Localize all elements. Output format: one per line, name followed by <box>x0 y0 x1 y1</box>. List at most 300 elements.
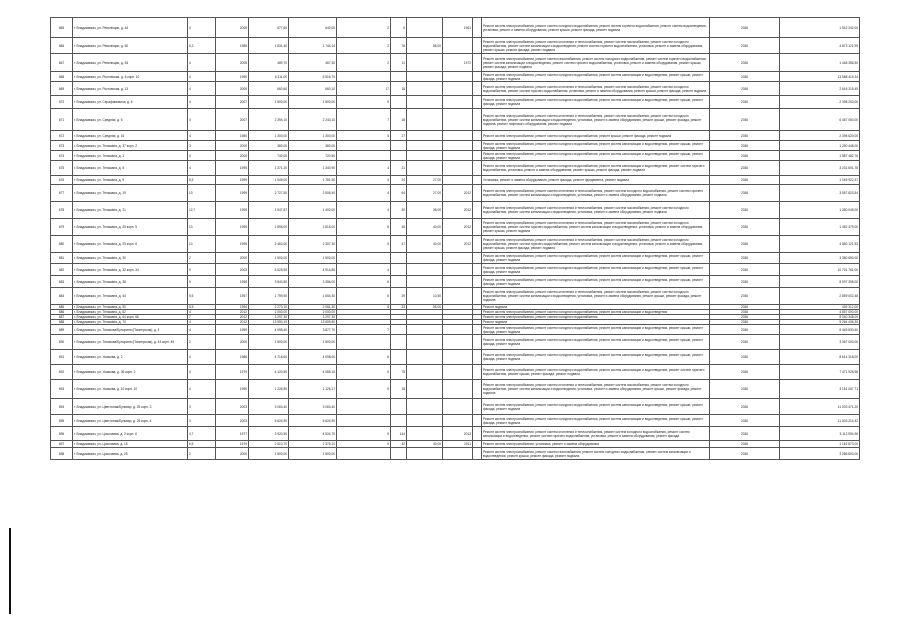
works-cell: Ремонт систем электроснабжения, ремонт систем холодного водоснабжения, ремонт систем канализации и водоотведения, ремонт крыши, ремонт фасада, ремонт подвала <box>482 415 710 427</box>
plan-year-cell: 2036 <box>710 315 780 320</box>
address-cell: г. Владикавказ, ул. Тельмана, д. 44 <box>73 288 188 305</box>
extra-cell: 27,00 <box>407 185 443 202</box>
entrances-cell: 4 <box>337 161 391 176</box>
register-sheet <box>50 17 859 460</box>
year-repair-cell: 2012 <box>443 185 473 202</box>
year-cell: 1994 <box>216 305 249 310</box>
row-number: 672 <box>51 131 73 141</box>
residents-cell: 6 <box>391 18 407 38</box>
spacer-cell <box>473 82 482 96</box>
residents-cell <box>391 335 407 350</box>
total-area-cell: 5 525,90 <box>249 264 289 276</box>
spacer-cell <box>473 380 482 399</box>
cost-cell: 8 040 348,00 <box>780 315 860 320</box>
address-cell: г. Владикавказ, ул. Тиникова/Бутырина (Пионерская), д. 43 корп. 45 <box>73 335 188 350</box>
plan-year-cell: 2036 <box>710 320 780 325</box>
works-cell: Ремонт систем электроснабжения, ремонт систем отопления и теплоснабжения, ремонт систем газоснабжения, ремонт систем холодного водоснабжения, ремонт систем канализации и водоотведения, установка, ремонт и замена оборудования, ремонт подвала <box>482 202 710 219</box>
cost-cell: 1 448 356,50 <box>780 54 860 72</box>
plan-year-cell: 2036 <box>710 350 780 365</box>
year-repair-cell <box>443 415 473 427</box>
residents-cell: 144 <box>391 427 407 441</box>
works-cell: Ремонт систем электроснабжения, ремонт систем холодного водоснабжения, ремонт систем канализации и водоотведения, ремонт систем горячего водоснабжения, установка, ремонт и замена оборудования, ремонт крыши, ремонт фасада, ремонт подвала <box>482 161 710 176</box>
table-row <box>51 109 860 131</box>
residents-cell: 24 <box>391 176 407 185</box>
table-row <box>51 264 860 276</box>
total-area-cell: 6 211,00 <box>249 72 289 82</box>
extra-cell <box>407 161 443 176</box>
residents-cell: 18 <box>391 82 407 96</box>
floors-cell: 4 <box>188 365 216 380</box>
row-number: 677 <box>51 185 73 202</box>
living-area-cell: 2 506,40 <box>289 185 337 202</box>
spacer-cell <box>473 325 482 335</box>
table-row <box>51 72 860 82</box>
year-repair-cell <box>443 151 473 161</box>
floors-cell: 4 <box>188 72 216 82</box>
living-area-cell: 640,00 <box>289 18 337 38</box>
row-number: 692 <box>51 365 73 380</box>
year-repair-cell <box>443 380 473 399</box>
residents-cell: 29 <box>391 288 407 305</box>
floors-cell: 4 <box>188 325 216 335</box>
residents-cell <box>391 399 407 415</box>
plan-year-cell: 2036 <box>710 236 780 253</box>
total-area-cell: 1 799,50 <box>249 288 289 305</box>
entrances-cell <box>337 151 391 161</box>
floors-cell: 4 <box>188 109 216 131</box>
table-row <box>51 131 860 141</box>
table-row <box>51 441 860 448</box>
plan-year-cell: 2036 <box>710 325 780 335</box>
year-cell: 1995 <box>216 236 249 253</box>
year-cell: 1957 <box>216 288 249 305</box>
year-repair-cell <box>443 141 473 151</box>
living-area-cell: 660,10 <box>289 82 337 96</box>
address-cell: г. Владикавказ, ул. Цоколаева, д. 25 <box>73 448 188 460</box>
residents-cell <box>391 448 407 460</box>
works-cell: Ремонт систем электроснабжения, ремонт систем холодного водоснабжения, ремонт систем канализации и водоотведения, ремонт крыши, ремонт фасада, ремонт подвала <box>482 335 710 350</box>
entrances-cell: 2 <box>337 38 391 54</box>
living-area-cell: 1 402,00 <box>289 202 337 219</box>
entrances-cell <box>337 415 391 427</box>
works-cell: Ремонт систем электроснабжения, ремонт систем холодного водоснабжения, ремонт систем канализации и водоотведения, ремонт крыши, ремонт фасада, ремонт подвала <box>482 72 710 82</box>
floors-cell: 5,5 <box>188 288 216 305</box>
cost-cell: 4 857 000,00 <box>780 310 860 315</box>
row-number: 673 <box>51 141 73 151</box>
total-area-cell: 2 510,70 <box>249 441 289 448</box>
living-area-cell: 467,30 <box>289 54 337 72</box>
year-cell: 2000 <box>216 448 249 460</box>
extra-cell <box>407 325 443 335</box>
year-cell: 1959 <box>216 325 249 335</box>
living-area-cell: 2 307,30 <box>289 236 337 253</box>
year-cell: 2000 <box>216 335 249 350</box>
plan-year-cell: 2036 <box>710 335 780 350</box>
row-number: 687 <box>51 315 73 320</box>
living-area-cell: 2 000,00 <box>289 310 337 315</box>
address-cell: г. Владикавказ, ул. Средняя, д. 6 <box>73 109 188 131</box>
address-cell: г. Владикавказ, ул. Тельмана, д. 62 <box>73 310 188 315</box>
living-area-cell: 2 240,10 <box>289 109 337 131</box>
floors-cell: 4 <box>188 54 216 72</box>
entrances-cell: 7 <box>337 325 391 335</box>
plan-year-cell: 2036 <box>710 305 780 310</box>
address-cell: г. Владикавказ, ул. Тельмана, д. 9 <box>73 176 188 185</box>
address-cell: г. Владикавказ, ул. Серафимовича, д. 6 <box>73 96 188 109</box>
year-cell: 2000 <box>216 151 249 161</box>
row-number: 676 <box>51 176 73 185</box>
spacer-cell <box>473 219 482 236</box>
address-cell: г. Владикавказ, ул. Тельмана, д. 38 <box>73 276 188 288</box>
works-cell: Ремонт систем электроснабжения, ремонт систем холодного водоснабжения, ремонт систем канализации и водоотведения, ремонт крыши, ремонт фасада, ремонт подвала <box>482 350 710 365</box>
floors-cell: 4 <box>188 96 216 109</box>
living-area-cell: 1 500,00 <box>289 96 337 109</box>
plan-year-cell: 2036 <box>710 427 780 441</box>
total-area-cell: 1 300,00 <box>249 131 289 141</box>
row-number: 686 <box>51 310 73 315</box>
year-repair-cell <box>443 176 473 185</box>
row-number: 698 <box>51 448 73 460</box>
total-area-cell: 740,00 <box>249 151 289 161</box>
year-cell: 1999 <box>216 185 249 202</box>
works-cell: Ремонт систем электроснабжения, ремонт систем отопления и теплоснабжения, ремонт систем газоснабжения, ремонт систем холодного водоснабжения, ремонт систем канализации и водоотведения, установка, ремонт и замена оборудования, ремонт крыши, ремонт фасада, ремонт подвала <box>482 380 710 399</box>
entrances-cell: 5 <box>337 96 391 109</box>
total-area-cell: 1 500,00 <box>249 253 289 264</box>
row-number: 668 <box>51 72 73 82</box>
residents-cell: 21 <box>391 161 407 176</box>
table-row <box>51 38 860 54</box>
year-repair-cell <box>443 448 473 460</box>
works-cell: Ремонт систем электроснабжения, ремонт систем газоснабжения, ремонт систем холодного водоснабжения, ремонт систем горячего водоснабжения, ремонт систем канализации и водоотведения, ремонт систем горячего водоснабжения, установка, ремонт и замена оборудования, ремонт крыши, ремонт фасада, ремонт подвала <box>482 54 710 72</box>
total-area-cell: 2 000,00 <box>249 310 289 315</box>
floors-cell: 4 <box>188 380 216 399</box>
address-cell: г. Владикавказ, ул. Тельмана, д. 25 корп. 5 <box>73 219 188 236</box>
floors-cell: 4 <box>188 131 216 141</box>
works-cell: Ремонт систем электроснабжения, ремонт систем холодного водоснабжения, ремонт систем канализации и водоотведения, ремонт крыши, ремонт фасада, ремонт подвала <box>482 151 710 161</box>
spacer-cell <box>473 202 482 219</box>
works-cell: Ремонт систем электроснабжения, ремонт систем отопления и теплоснабжения, ремонт систем газоснабжения, ремонт систем холодного водоснабжения, ремонт систем канализации и водоотведения, установка, ремонт и замена оборудования, ремонт крыши, ремонт фасада, ремонт подвала, ремонт лифтового оборудования, ремонт подвала <box>482 109 710 131</box>
table-row <box>51 151 860 161</box>
address-cell: г. Владикавказ, ул. Тельмана, д. 25 корп. 6 <box>73 236 188 253</box>
address-cell: г. Владикавказ, ул. Цветочная/Бульвар, д. 25 корп. 3 <box>73 399 188 415</box>
floors-cell: 2 <box>188 448 216 460</box>
residents-cell: 47 <box>391 236 407 253</box>
spacer-cell <box>473 365 482 380</box>
residents-cell <box>391 350 407 365</box>
cost-cell: 7 471 928,98 <box>780 365 860 380</box>
table-row <box>51 236 860 253</box>
living-area-cell: 3 877,70 <box>289 325 337 335</box>
spacer-cell <box>473 427 482 441</box>
works-cell: Ремонт систем электроснабжения, ремонт систем холодного водоснабжения, ремонт систем канализации и водоотведения <box>482 310 710 315</box>
spacer-cell <box>473 399 482 415</box>
plan-year-cell: 2036 <box>710 161 780 176</box>
cost-cell: 1 452 379,00 <box>780 219 860 236</box>
row-number: 667 <box>51 54 73 72</box>
total-area-cell: 1 895,00 <box>249 219 289 236</box>
table-row <box>51 54 860 72</box>
row-number: 669 <box>51 82 73 96</box>
plan-year-cell: 2036 <box>710 18 780 38</box>
entrances-cell: 6 <box>337 350 391 365</box>
spacer-cell <box>473 335 482 350</box>
floors-cell: 5,5 <box>188 176 216 185</box>
table-row <box>51 96 860 109</box>
entrances-cell: 6 <box>337 288 391 305</box>
residents-cell: 11 <box>391 54 407 72</box>
entrances-cell: 6 <box>337 276 391 288</box>
floors-cell: 4 <box>188 310 216 315</box>
row-number: 691 <box>51 350 73 365</box>
row-number: 666 <box>51 38 73 54</box>
entrances-cell <box>337 141 391 151</box>
plan-year-cell: 2036 <box>710 253 780 264</box>
total-area-cell: 5 624,50 <box>249 415 289 427</box>
works-cell: Ремонт систем электроснабжения, ремонт систем холодного водоснабжения <box>482 315 710 320</box>
year-repair-cell <box>443 131 473 141</box>
year-cell: 2007 <box>216 109 249 131</box>
works-cell: Ремонт систем электроснабжения, ремонт систем отопления и теплоснабжения, ремонт систем холодного водоснабжения, ремонт систем канализации и водоотведения, ремонт систем горячего водоснабжения, установка, ремонт и замена оборудования, ремонт фасада <box>482 427 710 441</box>
year-cell: 2005 <box>216 54 249 72</box>
entrances-cell: 2 <box>337 54 391 72</box>
extra-cell: 88,00 <box>407 38 443 54</box>
address-cell: г. Владикавказ, ул. Тельмана, д. 32 корп. 34 <box>73 264 188 276</box>
cost-cell: 4 850 121,53 <box>780 236 860 253</box>
row-number: 690 <box>51 335 73 350</box>
extra-cell <box>407 427 443 441</box>
year-repair-cell: 1972 <box>443 54 473 72</box>
cost-cell: 8 097 398,00 <box>780 276 860 288</box>
address-cell: г. Владикавказ, ул. Цветочная/Бульвар, д. 25 корп. 4 <box>73 415 188 427</box>
living-area-cell: 2 375,10 <box>289 441 337 448</box>
year-repair-cell <box>443 72 473 82</box>
entrances-cell: 5 <box>337 236 391 253</box>
residents-cell <box>391 72 407 82</box>
total-area-cell: 1 500,00 <box>249 448 289 460</box>
plan-year-cell: 2036 <box>710 441 780 448</box>
extra-cell <box>407 141 443 151</box>
address-cell: г. Владикавказ, ул. Ушакова, д. 36 корп. 2 <box>73 365 188 380</box>
floors-cell: 3 <box>188 399 216 415</box>
residents-cell: 30 <box>391 202 407 219</box>
spacer-cell <box>473 350 482 365</box>
living-area-cell: 1 781,90 <box>289 176 337 185</box>
row-number: 684 <box>51 288 73 305</box>
cost-cell: 3 380 650,00 <box>780 253 860 264</box>
row-number: 688 <box>51 320 73 325</box>
table-row <box>51 448 860 460</box>
floors-cell: 5,5 <box>188 305 216 310</box>
cost-cell: 2 859 002,48 <box>780 288 860 305</box>
year-repair-cell <box>443 264 473 276</box>
works-cell: Ремонт систем электроснабжения, ремонт систем холодного водоснабжения, ремонт систем канализации и водоотведения, ремонт крыши, ремонт фасада, ремонт подвала <box>482 276 710 288</box>
total-area-cell: 1 500,00 <box>249 335 289 350</box>
living-area-cell: 4 085,10 <box>289 365 337 380</box>
works-cell: Ремонт систем электроснабжения, ремонт систем холодного водоснабжения, ремонт систем канализации и водоотведения, ремонт крыши, ремонт фасада, ремонт подвала <box>482 96 710 109</box>
works-cell: Ремонт систем электроснабжения, ремонт систем холодного водоснабжения, ремонт систем канализации и водоотведения, ремонт крыши, ремонт фасада, ремонт подвала <box>482 253 710 264</box>
address-cell: г. Владикавказ, ул. Ростовская, д. 8 корп. 10 <box>73 72 188 82</box>
residents-cell <box>391 325 407 335</box>
living-area-cell: 1 815,00 <box>289 219 337 236</box>
row-number: 681 <box>51 253 73 264</box>
extra-cell <box>407 415 443 427</box>
residents-cell <box>391 151 407 161</box>
floors-cell: 3 <box>188 415 216 427</box>
residents-cell <box>391 276 407 288</box>
living-area-cell: 380,00 <box>289 141 337 151</box>
living-area-cell: 4 098,60 <box>289 350 337 365</box>
table-row <box>51 350 860 365</box>
year-repair-cell <box>443 365 473 380</box>
entrances-cell <box>337 253 391 264</box>
plan-year-cell: 2036 <box>710 176 780 185</box>
residents-cell: 75 <box>391 365 407 380</box>
year-cell: 2005 <box>216 18 249 38</box>
spacer-cell <box>473 441 482 448</box>
entrances-cell: 4 <box>337 185 391 202</box>
row-number: 670 <box>51 96 73 109</box>
total-area-cell: 1 949,00 <box>249 176 289 185</box>
address-cell: г. Владикавказ, ул. Ушакова, д. 10 корп. 10 <box>73 380 188 399</box>
works-cell: Ремонт систем электроснабжения, ремонт систем холодного водоснабжения, ремонт систем канализации и водоотведения, ремонт крыши, ремонт фасада, ремонт подвала <box>482 399 710 415</box>
entrances-cell: 5 <box>337 427 391 441</box>
year-cell: 2012 <box>216 310 249 315</box>
floors-cell: 6,5 <box>188 441 216 448</box>
cost-cell: 3 231 601,76 <box>780 161 860 176</box>
floors-cell: 9 <box>188 276 216 288</box>
table-row <box>51 82 860 96</box>
living-area-cell: 5 624,50 <box>289 415 337 427</box>
row-number: 675 <box>51 161 73 176</box>
address-cell: г. Владикавказ, ул. Цоколаева, д. 15 <box>73 441 188 448</box>
plan-year-cell: 2036 <box>710 185 780 202</box>
table-row <box>51 415 860 427</box>
total-area-cell: 3 840,80 <box>249 276 289 288</box>
spacer-cell <box>473 141 482 151</box>
floors-cell: 13 <box>188 219 216 236</box>
plan-year-cell: 2036 <box>710 54 780 72</box>
total-area-cell: 380,00 <box>249 141 289 151</box>
floors-cell: 4 <box>188 350 216 365</box>
year-repair-cell <box>443 276 473 288</box>
spacer-cell <box>473 185 482 202</box>
living-area-cell: 5 516,70 <box>289 72 337 82</box>
row-number: 693 <box>51 380 73 399</box>
extra-cell <box>407 399 443 415</box>
year-repair-cell <box>443 253 473 264</box>
year-repair-cell <box>443 161 473 176</box>
extra-cell <box>407 131 443 141</box>
table-row <box>51 380 860 399</box>
total-area-cell: 2 727,50 <box>249 185 289 202</box>
floors-cell: 3 <box>188 141 216 151</box>
year-cell: 2003 <box>216 415 249 427</box>
works-cell: Ремонт систем электроснабжения, ремонт систем холодного водоснабжения, ремонт крыши, ремонт фасада, ремонт подвала <box>482 131 710 141</box>
works-cell: Ремонт систем электроснабжения, ремонт систем холодного водоснабжения, ремонт систем канализации и водоотведения, ремонт систем горячего водоснабжения, ремонт крыши, ремонт фасада, ремонт подвала <box>482 365 710 380</box>
floors-cell: 4 <box>188 161 216 176</box>
works-cell: Ремонт систем электроснабжения, ремонт систем отопления и теплоснабжения, ремонт систем газоснабжения, ремонт систем холодного водоснабжения, ремонт систем горячего водоснабжения, установка, ремонт и замена оборудования, ремонт крыши, ремонт фасада, ремонт подвала <box>482 82 710 96</box>
year-cell: 1979 <box>216 365 249 380</box>
spacer-cell <box>473 161 482 176</box>
year-cell: 1977 <box>216 427 249 441</box>
extra-cell <box>407 276 443 288</box>
row-number: 674 <box>51 151 73 161</box>
cost-cell: 1 250 448,00 <box>780 141 860 151</box>
works-cell: Ремонт систем электроснабжения, ремонт систем холодного водоснабжения, ремонт систем канализации и водоотведения, ремонт крыши, ремонт фасада, ремонт подвала <box>482 325 710 335</box>
total-area-cell: 4 120,50 <box>249 365 289 380</box>
address-cell: г. Владикавказ, ул. Тельмана, д. 30 <box>73 253 188 264</box>
spacer-cell <box>473 253 482 264</box>
row-number: 689 <box>51 325 73 335</box>
floors-cell: 4 <box>188 320 216 325</box>
cost-cell: 409 312,00 <box>780 305 860 310</box>
year-cell: 2000 <box>216 141 249 151</box>
spacer-cell <box>473 18 482 38</box>
year-repair-cell: 1961 <box>443 18 473 38</box>
works-cell: Ремонт систем электроснабжения, ремонт систем холодного водоснабжения, ремонт систем горячего водоснабжения, ремонт систем водоотведения, установка, ремонт и замена оборудования, ремонт крыши, ремонт фасада, ремонт подвала <box>482 18 710 38</box>
extra-cell <box>407 82 443 96</box>
cost-cell: 1 162 873,00 <box>780 441 860 448</box>
table-row <box>51 185 860 202</box>
year-repair-cell: 2011 <box>443 441 473 448</box>
table-row <box>51 219 860 236</box>
cost-cell: 3 557 823,54 <box>780 185 860 202</box>
cost-cell: 2 398 620,00 <box>780 131 860 141</box>
floors-cell: 13 <box>188 185 216 202</box>
plan-year-cell: 2036 <box>710 141 780 151</box>
address-cell: г. Владикавказ, ул. Тиникова/Бутырина (Пионерская), д. 4 <box>73 325 188 335</box>
cost-cell: 1 542 242,00 <box>780 18 860 38</box>
total-area-cell: 13 950,10 <box>249 320 289 325</box>
works-cell: Ремонт систем электроснабжения, ремонт систем отопления и теплоснабжения, ремонт систем газоснабжения, ремонт систем холодного водоснабжения, ремонт систем горячего водоснабжения, ремонт систем канализации и водоотведения, установка, ремонт и замена оборудования, ремонт крыши, ремонт фасада, ремонт подвала <box>482 236 710 253</box>
extra-cell: 40,00 <box>407 441 443 448</box>
year-repair-cell <box>443 288 473 305</box>
extra-cell <box>407 54 443 72</box>
spacer-cell <box>473 54 482 72</box>
spacer-cell <box>473 151 482 161</box>
spacer-cell <box>473 276 482 288</box>
works-cell: Ремонт систем электроснабжения, установка, ремонт и замена оборудования <box>482 441 710 448</box>
address-cell: г. Владикавказ, ул. Тельмана, д. 19 <box>73 185 188 202</box>
year-repair-cell <box>443 399 473 415</box>
table-row <box>51 325 860 335</box>
living-area-cell: 2 081,30 <box>289 305 337 310</box>
total-area-cell: 3 920,50 <box>249 427 289 441</box>
cost-cell: 1 049 922,37 <box>780 176 860 185</box>
entrances-cell: 5 <box>337 219 391 236</box>
entrances-cell: 7 <box>337 109 391 131</box>
repair-register-table <box>50 17 860 460</box>
extra-cell <box>407 335 443 350</box>
residents-cell: 42 <box>391 441 407 448</box>
plan-year-cell: 2036 <box>710 288 780 305</box>
total-area-cell: 4 058,40 <box>249 325 289 335</box>
year-cell: 2007 <box>216 96 249 109</box>
year-cell: 2003 <box>216 264 249 276</box>
table-row <box>51 141 860 151</box>
year-cell: 1980 <box>216 131 249 141</box>
table-body <box>51 18 860 460</box>
living-area-cell: 1 126,17 <box>289 380 337 399</box>
residents-cell <box>391 96 407 109</box>
cost-cell: 9 264 406,30 <box>780 320 860 325</box>
spacer-cell <box>473 109 482 131</box>
plan-year-cell: 2036 <box>710 264 780 276</box>
address-cell: г. Владикавказ, ул. Революции, д. 44 <box>73 18 188 38</box>
cost-cell: 2 616 215,40 <box>780 82 860 96</box>
residents-cell: 27 <box>391 131 407 141</box>
table-row <box>51 276 860 288</box>
